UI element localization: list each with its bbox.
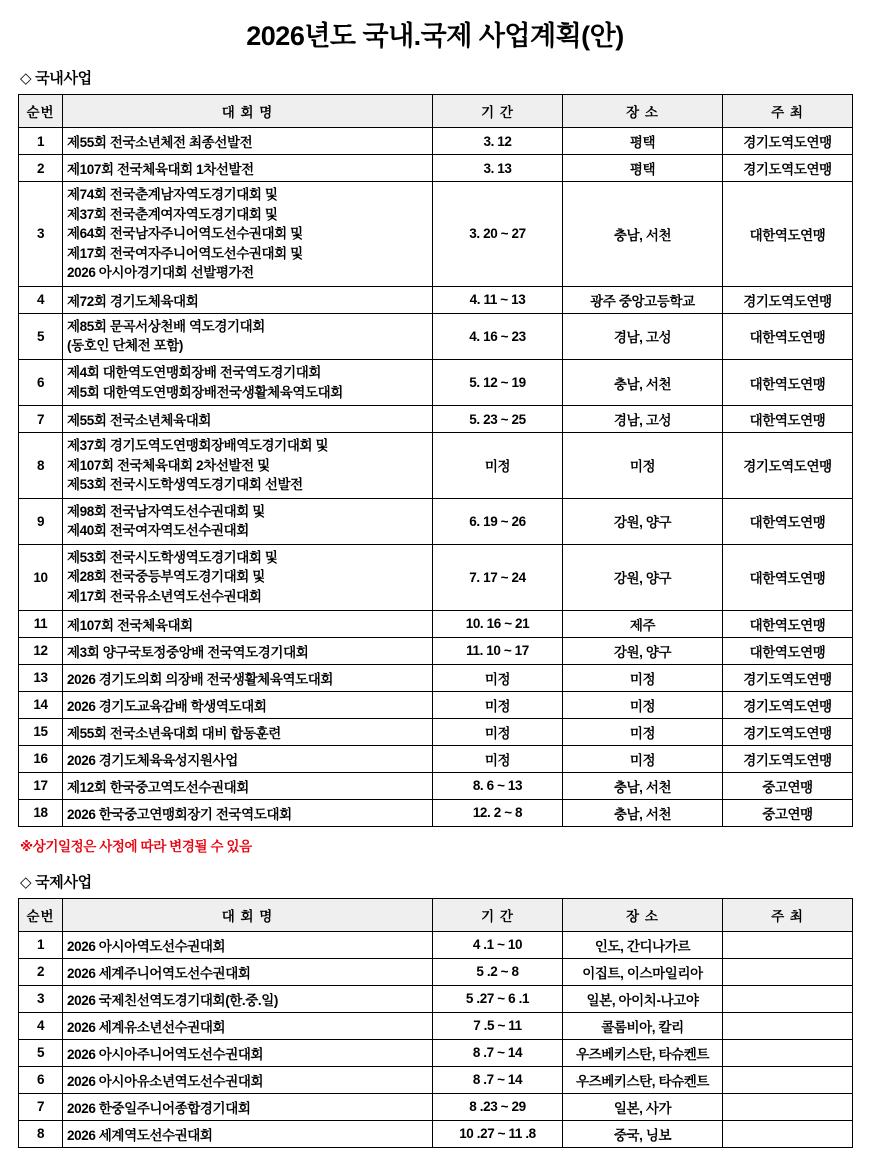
cell-place: 평택 <box>563 128 723 155</box>
cell-event-name: 제72회 경기도체육대회 <box>63 286 433 313</box>
cell-event-name: 제55회 전국소년육대회 대비 합동훈련 <box>63 718 433 745</box>
cell-no: 6 <box>19 1066 63 1093</box>
cell-no: 3 <box>19 182 63 287</box>
table-row <box>19 359 853 405</box>
cell-host <box>723 1093 853 1120</box>
cell-period: 미정 <box>433 718 563 745</box>
table-row <box>19 958 853 985</box>
cell-place: 충남, 서천 <box>563 359 723 405</box>
cell-event-name: 제55회 전국소년체육대회 <box>63 406 433 433</box>
cell-host: 대한역도연맹 <box>723 610 853 637</box>
cell-event-name: 2026 아시아역도선수권대회 <box>63 931 433 958</box>
table-row <box>19 718 853 745</box>
cell-place: 이집트, 이스마일리아 <box>563 958 723 985</box>
column-header-host: 주 최 <box>723 898 853 931</box>
cell-place: 충남, 서천 <box>563 799 723 826</box>
table-header-row <box>19 898 853 931</box>
cell-host <box>723 1012 853 1039</box>
table-row <box>19 286 853 313</box>
cell-host <box>723 931 853 958</box>
cell-period: 8 .23 ~ 29 <box>433 1093 563 1120</box>
cell-host <box>723 1066 853 1093</box>
cell-period: 7 .5 ~ 11 <box>433 1012 563 1039</box>
cell-place: 제주 <box>563 610 723 637</box>
cell-period: 5 .27 ~ 6 .1 <box>433 985 563 1012</box>
cell-no: 4 <box>19 1012 63 1039</box>
cell-period: 3. 12 <box>433 128 563 155</box>
cell-place: 미정 <box>563 745 723 772</box>
schedule-change-note: ※상기일정은 사정에 따라 변경될 수 있음 <box>20 838 252 854</box>
cell-event-name: 2026 경기도체육육성지원사업 <box>63 745 433 772</box>
cell-period: 3. 20 ~ 27 <box>433 182 563 287</box>
cell-no: 4 <box>19 286 63 313</box>
table-row <box>19 799 853 826</box>
table-row <box>19 772 853 799</box>
cell-no: 15 <box>19 718 63 745</box>
cell-period: 미정 <box>433 691 563 718</box>
cell-host: 경기도역도연맹 <box>723 691 853 718</box>
cell-host: 경기도역도연맹 <box>723 433 853 499</box>
table-row <box>19 637 853 664</box>
page-title: 2026년도 국내.국제 사업계획(안) <box>246 21 624 51</box>
cell-no: 13 <box>19 664 63 691</box>
cell-event-name: 제3회 양구국토정중앙배 전국역도경기대회 <box>63 637 433 664</box>
table-row <box>19 433 853 499</box>
table-row <box>19 1039 853 1066</box>
cell-host <box>723 958 853 985</box>
cell-no: 2 <box>19 958 63 985</box>
cell-host: 대한역도연맹 <box>723 637 853 664</box>
cell-place: 인도, 간디나가르 <box>563 931 723 958</box>
cell-place: 경남, 고성 <box>563 406 723 433</box>
cell-no: 11 <box>19 610 63 637</box>
cell-event-name: 제85회 문곡서상천배 역도경기대회 (동호인 단체전 포함) <box>63 313 433 359</box>
column-header-no: 순번 <box>19 898 63 931</box>
cell-period: 미정 <box>433 664 563 691</box>
table-row <box>19 1012 853 1039</box>
cell-no: 12 <box>19 637 63 664</box>
cell-host: 대한역도연맹 <box>723 406 853 433</box>
cell-place: 평택 <box>563 155 723 182</box>
cell-event-name: 2026 경기도교육감배 학생역도대회 <box>63 691 433 718</box>
cell-no: 2 <box>19 155 63 182</box>
cell-place: 우즈베키스탄, 타슈켄트 <box>563 1039 723 1066</box>
cell-host <box>723 1039 853 1066</box>
table-row <box>19 931 853 958</box>
cell-place: 미정 <box>563 718 723 745</box>
column-header-no: 순번 <box>19 95 63 128</box>
cell-period: 4. 16 ~ 23 <box>433 313 563 359</box>
column-header-host: 주 최 <box>723 95 853 128</box>
cell-place: 미정 <box>563 664 723 691</box>
cell-period: 12. 2 ~ 8 <box>433 799 563 826</box>
table-row <box>19 128 853 155</box>
cell-place: 충남, 서천 <box>563 772 723 799</box>
cell-event-name: 2026 경기도의회 의장배 전국생활체육역도대회 <box>63 664 433 691</box>
cell-place: 미정 <box>563 433 723 499</box>
cell-event-name: 2026 국제친선역도경기대회(한.중.일) <box>63 985 433 1012</box>
cell-no: 7 <box>19 406 63 433</box>
cell-period: 8 .7 ~ 14 <box>433 1039 563 1066</box>
cell-period: 미정 <box>433 433 563 499</box>
cell-no: 9 <box>19 498 63 544</box>
cell-period: 10. 16 ~ 21 <box>433 610 563 637</box>
column-header-period: 기 간 <box>433 898 563 931</box>
cell-period: 8. 6 ~ 13 <box>433 772 563 799</box>
cell-no: 1 <box>19 128 63 155</box>
column-header-period: 기 간 <box>433 95 563 128</box>
cell-place: 일본, 사가 <box>563 1093 723 1120</box>
cell-period: 4. 11 ~ 13 <box>433 286 563 313</box>
cell-place: 미정 <box>563 691 723 718</box>
cell-period: 8 .7 ~ 14 <box>433 1066 563 1093</box>
cell-period: 10 .27 ~ 11 .8 <box>433 1120 563 1147</box>
table-row <box>19 745 853 772</box>
cell-no: 17 <box>19 772 63 799</box>
cell-event-name: 제12회 한국중고역도선수권대회 <box>63 772 433 799</box>
cell-no: 7 <box>19 1093 63 1120</box>
cell-place: 충남, 서천 <box>563 182 723 287</box>
cell-event-name: 제107회 전국체육대회 1차선발전 <box>63 155 433 182</box>
cell-host: 대한역도연맹 <box>723 313 853 359</box>
cell-period: 7. 17 ~ 24 <box>433 544 563 610</box>
cell-event-name: 제98회 전국남자역도선수권대회 및 제40회 전국여자역도선수권대회 <box>63 498 433 544</box>
domestic-table-body <box>19 128 853 827</box>
column-header-name: 대 회 명 <box>63 898 433 931</box>
cell-place: 중국, 닝보 <box>563 1120 723 1147</box>
cell-period: 미정 <box>433 745 563 772</box>
table-row <box>19 1066 853 1093</box>
cell-place: 일본, 아이치-나고야 <box>563 985 723 1012</box>
cell-no: 5 <box>19 1039 63 1066</box>
table-row <box>19 406 853 433</box>
cell-host: 중고연맹 <box>723 772 853 799</box>
table-row <box>19 155 853 182</box>
cell-no: 10 <box>19 544 63 610</box>
cell-place: 강원, 양구 <box>563 637 723 664</box>
cell-no: 1 <box>19 931 63 958</box>
cell-no: 3 <box>19 985 63 1012</box>
cell-no: 6 <box>19 359 63 405</box>
cell-host: 경기도역도연맹 <box>723 745 853 772</box>
table-row <box>19 1120 853 1147</box>
cell-host: 대한역도연맹 <box>723 544 853 610</box>
cell-event-name: 2026 세계주니어역도선수권대회 <box>63 958 433 985</box>
cell-event-name: 제74회 전국춘계남자역도경기대회 및 제37회 전국춘계여자역도경기대회 및 제64회 전국남자주니어역도선수권대회 및 제17회 전국여자주니어역도선수권대회 및 2026 아시아경기대회 선발평가전 <box>63 182 433 287</box>
table-row <box>19 498 853 544</box>
cell-event-name: 제55회 전국소년체전 최종선발전 <box>63 128 433 155</box>
table-row <box>19 544 853 610</box>
table-row <box>19 610 853 637</box>
cell-host: 경기도역도연맹 <box>723 286 853 313</box>
cell-host: 경기도역도연맹 <box>723 664 853 691</box>
cell-host: 대한역도연맹 <box>723 359 853 405</box>
domestic-schedule-table <box>18 94 853 827</box>
cell-event-name: 2026 한중일주니어종합경기대회 <box>63 1093 433 1120</box>
cell-event-name: 2026 아시아주니어역도선수권대회 <box>63 1039 433 1066</box>
cell-place: 콜롬비아, 칼리 <box>563 1012 723 1039</box>
cell-event-name: 2026 세계역도선수권대회 <box>63 1120 433 1147</box>
cell-place: 강원, 양구 <box>563 498 723 544</box>
table-row <box>19 313 853 359</box>
cell-event-name: 2026 아시아유소년역도선수권대회 <box>63 1066 433 1093</box>
table-row <box>19 182 853 287</box>
table-row <box>19 1093 853 1120</box>
cell-period: 6. 19 ~ 26 <box>433 498 563 544</box>
column-header-place: 장 소 <box>563 898 723 931</box>
cell-host: 경기도역도연맹 <box>723 128 853 155</box>
cell-place: 우즈베키스탄, 타슈켄트 <box>563 1066 723 1093</box>
cell-period: 5 .2 ~ 8 <box>433 958 563 985</box>
cell-period: 5. 23 ~ 25 <box>433 406 563 433</box>
cell-event-name: 2026 세계유소년선수권대회 <box>63 1012 433 1039</box>
section-heading-international: ◇ 국제사업 <box>20 873 92 891</box>
cell-place: 광주 중앙고등학교 <box>563 286 723 313</box>
cell-place: 강원, 양구 <box>563 544 723 610</box>
cell-event-name: 제107회 전국체육대회 <box>63 610 433 637</box>
cell-no: 8 <box>19 433 63 499</box>
cell-period: 4 .1 ~ 10 <box>433 931 563 958</box>
section-heading-domestic: ◇ 국내사업 <box>20 70 92 87</box>
cell-place: 경남, 고성 <box>563 313 723 359</box>
cell-no: 16 <box>19 745 63 772</box>
column-header-place: 장 소 <box>563 95 723 128</box>
cell-no: 14 <box>19 691 63 718</box>
table-row <box>19 691 853 718</box>
cell-period: 11. 10 ~ 17 <box>433 637 563 664</box>
cell-event-name: 제37회 경기도역도연맹회장배역도경기대회 및 제107회 전국체육대회 2차선발전 및 제53회 전국시도학생역도경기대회 선발전 <box>63 433 433 499</box>
cell-event-name: 제4회 대한역도연맹회장배 전국역도경기대회 제5회 대한역도연맹회장배전국생활체육역도대회 <box>63 359 433 405</box>
cell-host <box>723 1120 853 1147</box>
cell-no: 8 <box>19 1120 63 1147</box>
cell-event-name: 2026 한국중고연맹회장기 전국역도대회 <box>63 799 433 826</box>
cell-no: 5 <box>19 313 63 359</box>
cell-host: 대한역도연맹 <box>723 498 853 544</box>
cell-host: 경기도역도연맹 <box>723 718 853 745</box>
column-header-name: 대 회 명 <box>63 95 433 128</box>
cell-host: 중고연맹 <box>723 799 853 826</box>
table-header-row <box>19 95 853 128</box>
table-row <box>19 985 853 1012</box>
cell-host: 대한역도연맹 <box>723 182 853 287</box>
cell-event-name: 제53회 전국시도학생역도경기대회 및 제28회 전국중등부역도경기대회 및 제17회 전국유소년역도선수권대회 <box>63 544 433 610</box>
table-row <box>19 664 853 691</box>
cell-period: 5. 12 ~ 19 <box>433 359 563 405</box>
international-schedule-table <box>18 898 853 1148</box>
cell-period: 3. 13 <box>433 155 563 182</box>
cell-host: 경기도역도연맹 <box>723 155 853 182</box>
international-table-body <box>19 931 853 1147</box>
cell-no: 18 <box>19 799 63 826</box>
cell-host <box>723 985 853 1012</box>
